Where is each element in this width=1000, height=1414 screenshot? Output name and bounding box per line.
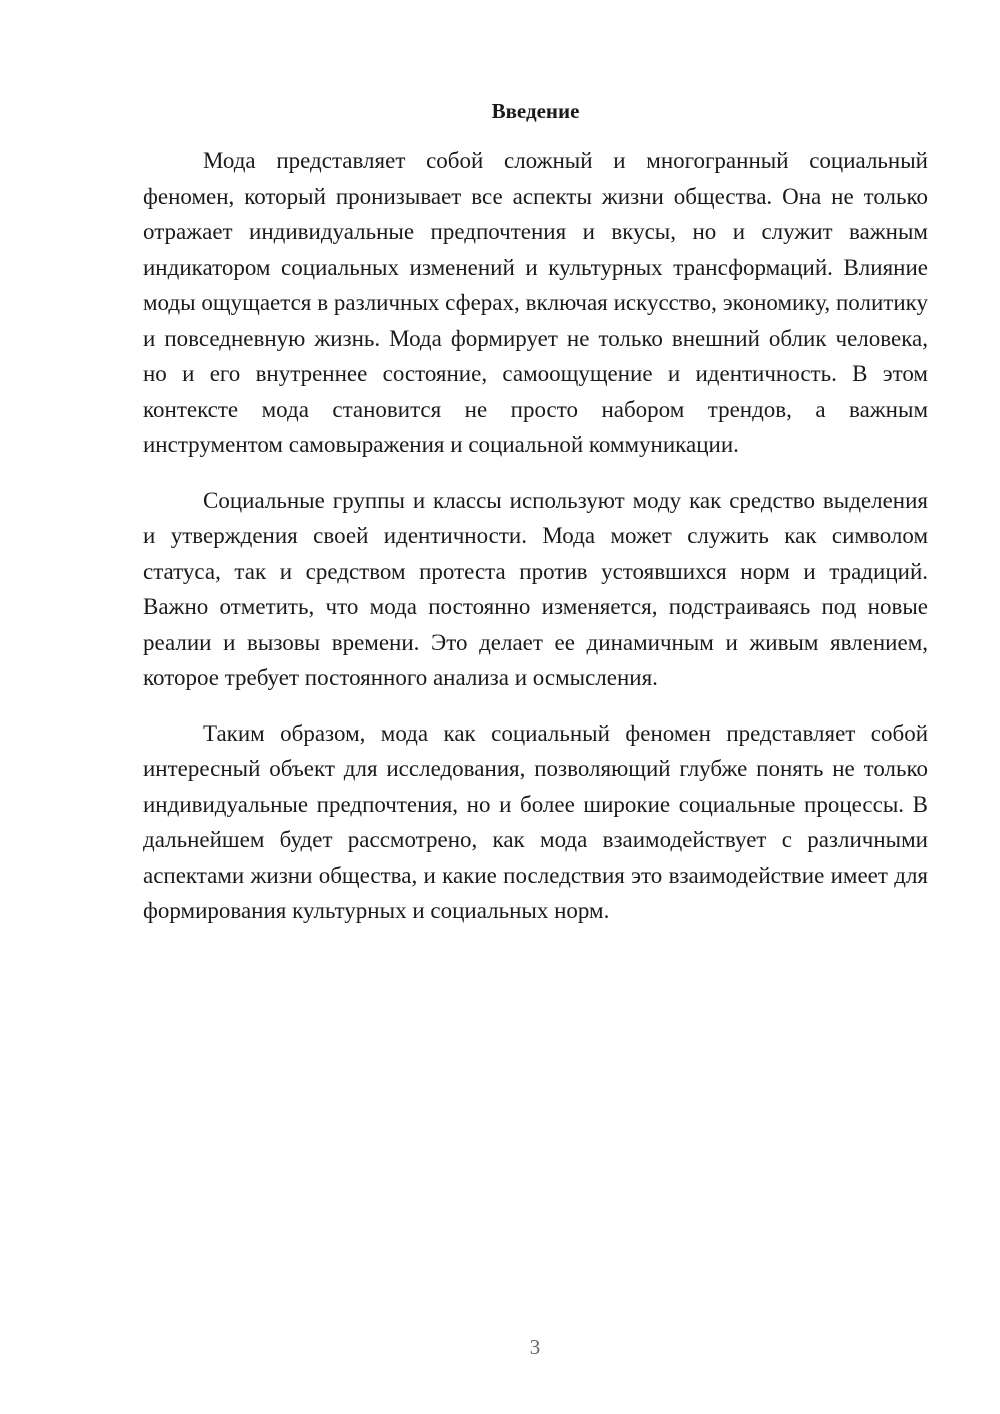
body-text <box>143 143 928 949</box>
paragraph-3: Таким образом, мода как социальный феномен представляет собой интересный объект для исследования, позволяющий глубже понять не только индивидуальные предпочтения, но и более широкие социальные процессы. В дальнейшем будет рассмотрено, как мода взаимодействует с различными аспектами жизни общества, и какие последствия это взаимодействие имеет для формирования культурных и социальных норм. <box>143 720 928 923</box>
section-heading: Введение <box>491 99 580 123</box>
paragraph-1: Мода представляет собой сложный и многогранный социальный феномен, который пронизывает все аспекты жизни общества. Она не только отражает индивидуальные предпочтения и вкусы, но и служит важным индикатором социальных изменений и культурных трансформаций. Влияние моды ощущается в различных сферах, включая искусство, экономику, политику и повседневную жизнь. Мода формирует не только внешний облик человека, но и его внутреннее состояние, самоощущение и идентичность. В этом контексте мода становится не просто набором трендов, а важным инструментом самовыражения и социальной коммуникации. <box>143 148 928 457</box>
paragraph-2: Социальные группы и классы используют моду как средство выделения и утверждения своей идентичности. Мода может служить как символом статуса, так и средством протеста против устоявшихся норм и традиций. Важно отметить, что мода постоянно изменяется, подстраиваясь под новые реалии и вызовы времени. Это делает ее динамичным и живым явлением, которое требует постоянного анализа и осмысления. <box>143 487 928 690</box>
page-number: 3 <box>529 1335 541 1359</box>
